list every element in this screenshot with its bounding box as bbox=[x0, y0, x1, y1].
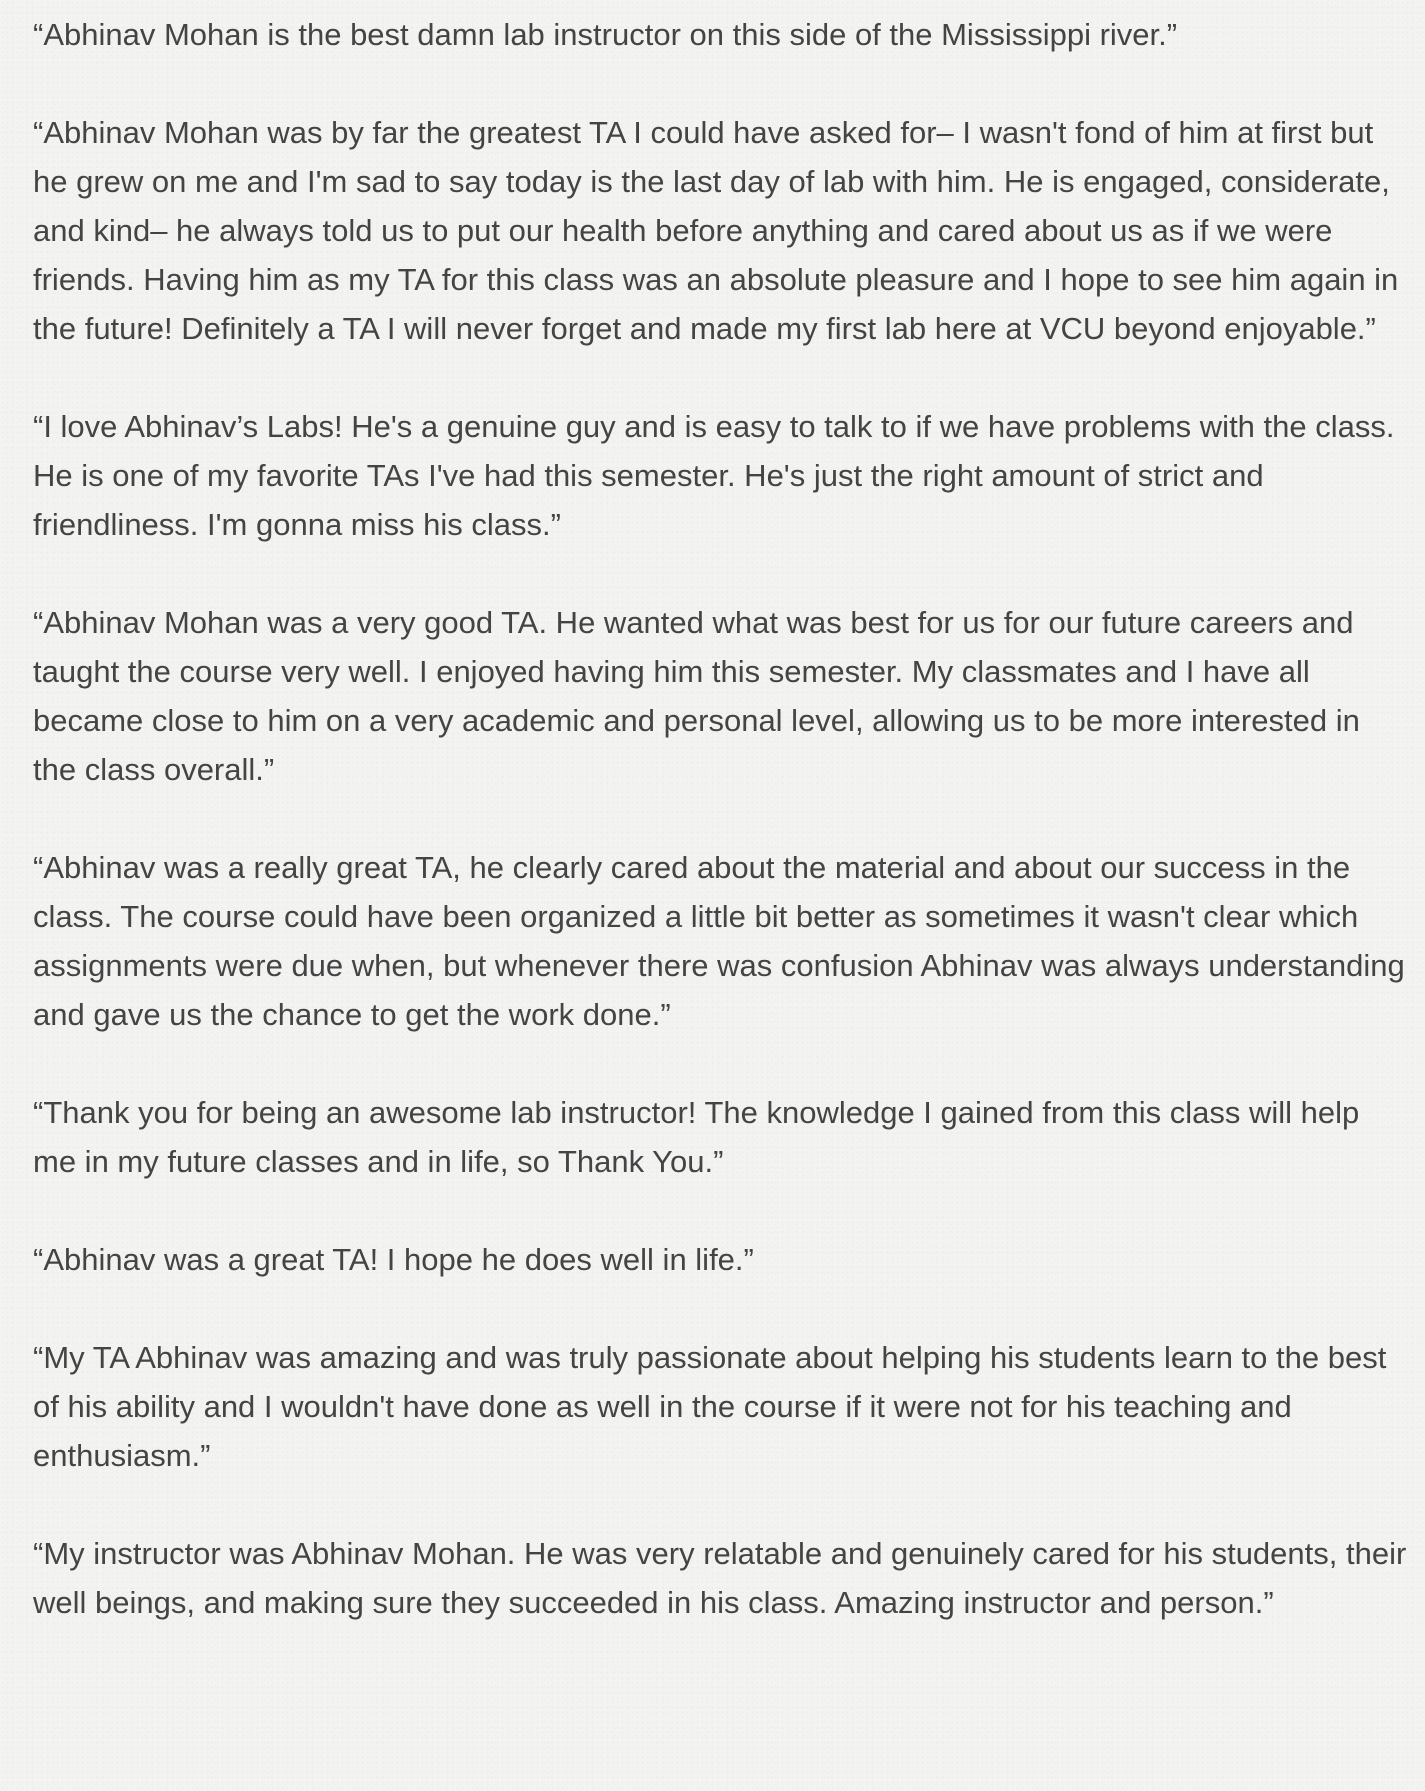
testimonial-quote-8: “My TA Abhinav was amazing and was truly passionate about helping his students learn to the best of his ability and I wouldn't have done as well in the course if it were not for his teaching and enthusiasm.” bbox=[33, 1340, 1387, 1473]
testimonial-quote-3: “I love Abhinav’s Labs! He's a genuine guy and is easy to talk to if we have problems with the class. He is one of my favorite TAs I've had this semester. He's just the right amount of strict and friendliness. I'm gonna miss his class.” bbox=[33, 409, 1395, 542]
testimonial-quote-7: “Abhinav was a great TA! I hope he does well in life.” bbox=[33, 1242, 754, 1277]
testimonial-quote-4: “Abhinav Mohan was a very good TA. He wanted what was best for us for our future careers and taught the course very well. I enjoyed having him this semester. My classmates and I have all became close to him on a very academic and personal level, allowing us to be more interested in the class overall.” bbox=[33, 605, 1360, 787]
testimonial-quote-1: “Abhinav Mohan is the best damn lab instructor on this side of the Mississippi river.” bbox=[33, 17, 1178, 52]
testimonial-quote-6: “Thank you for being an awesome lab instructor! The knowledge I gained from this class will help me in my future classes and in life, so Thank You.” bbox=[33, 1095, 1360, 1179]
testimonial-quote-2: “Abhinav Mohan was by far the greatest TA I could have asked for– I wasn't fond of him at first but he grew on me and I'm sad to say today is the last day of lab with him. He is engaged, considerate, and kind– he always told us to put our health before anything and cared about us as if we were friends. Having him as my TA for this class was an absolute pleasure and I hope to see him again in the future! Definitely a TA I will never forget and made my first lab here at VCU beyond enjoyable.” bbox=[33, 115, 1399, 346]
testimonial-quote-9: “My instructor was Abhinav Mohan. He was very relatable and genuinely cared for his students, their well beings, and making sure they succeeded in his class. Amazing instructor and person.” bbox=[33, 1536, 1407, 1620]
testimonial-quote-5: “Abhinav was a really great TA, he clearly cared about the material and about our success in the class. The course could have been organized a little bit better as sometimes it wasn't clear which assignments were due when, but whenever there was confusion Abhinav was always understanding and gave us the chance to get the work done.” bbox=[33, 850, 1405, 1032]
